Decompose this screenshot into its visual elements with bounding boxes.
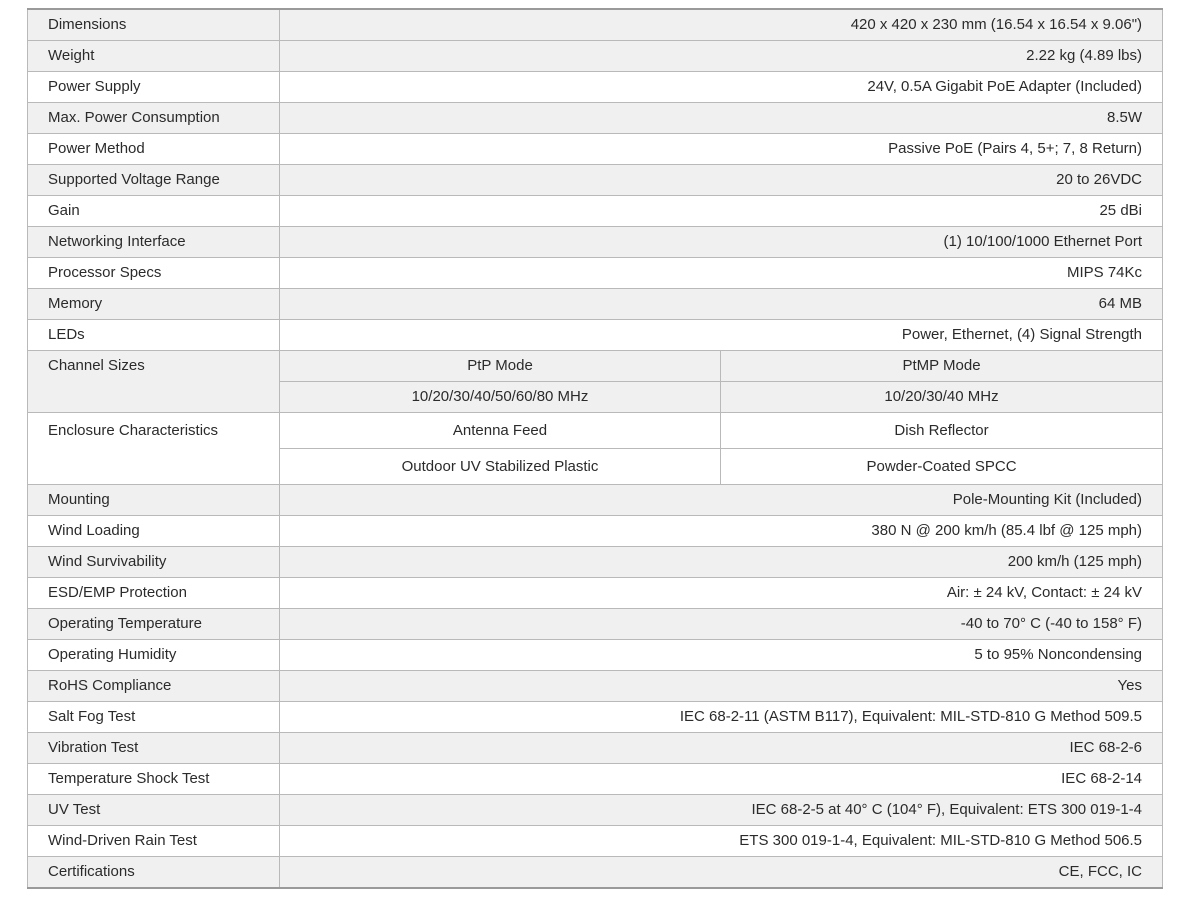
channel-ptp-header: PtP Mode [280,351,721,382]
spec-value: 380 N @ 200 km/h (85.4 lbf @ 125 mph) [280,516,1163,547]
spec-value: CE, FCC, IC [280,857,1163,889]
spec-label: Operating Humidity [28,640,280,671]
spec-label: ESD/EMP Protection [28,578,280,609]
spec-value: IEC 68-2-11 (ASTM B117), Equivalent: MIL-STD-810 G Method 509.5 [280,702,1163,733]
spec-row-memory [28,289,1163,320]
spec-label: Wind-Driven Rain Test [28,826,280,857]
spec-row-power-method [28,134,1163,165]
spec-label: RoHS Compliance [28,671,280,702]
spec-row-vibration [28,733,1163,764]
spec-row-rohs [28,671,1163,702]
spec-label: LEDs [28,320,280,351]
spec-table [27,8,1163,889]
spec-label: Gain [28,196,280,227]
spec-row-operating-temperature [28,609,1163,640]
spec-row-leds [28,320,1163,351]
spec-row-processor [28,258,1163,289]
spec-value: Passive PoE (Pairs 4, 5+; 7, 8 Return) [280,134,1163,165]
spec-row-networking [28,227,1163,258]
enclosure-feed-material: Outdoor UV Stabilized Plastic [280,449,721,485]
spec-row-certifications [28,857,1163,889]
spec-label: Certifications [28,857,280,889]
spec-value: IEC 68-2-5 at 40° C (104° F), Equivalent: ETS 300 019-1-4 [280,795,1163,826]
spec-row-gain [28,196,1163,227]
spec-label: Wind Survivability [28,547,280,578]
spec-value: 20 to 26VDC [280,165,1163,196]
spec-value: IEC 68-2-14 [280,764,1163,795]
spec-label: Power Supply [28,72,280,103]
spec-value: Pole-Mounting Kit (Included) [280,485,1163,516]
spec-label: Operating Temperature [28,609,280,640]
spec-value: 64 MB [280,289,1163,320]
spec-label: UV Test [28,795,280,826]
spec-row-mounting [28,485,1163,516]
spec-row-wind-driven-rain [28,826,1163,857]
spec-row-dimensions [28,9,1163,41]
spec-value: 24V, 0.5A Gigabit PoE Adapter (Included) [280,72,1163,103]
spec-value: 2.22 kg (4.89 lbs) [280,41,1163,72]
spec-label: Memory [28,289,280,320]
spec-row-temperature-shock [28,764,1163,795]
spec-label: Networking Interface [28,227,280,258]
spec-value: 25 dBi [280,196,1163,227]
spec-row-enclosure [28,413,1163,449]
spec-label: Supported Voltage Range [28,165,280,196]
enclosure-antenna-feed: Antenna Feed [280,413,721,449]
spec-row-uv-test [28,795,1163,826]
spec-value: 8.5W [280,103,1163,134]
spec-label: Channel Sizes [28,351,280,413]
spec-value: Power, Ethernet, (4) Signal Strength [280,320,1163,351]
enclosure-dish-reflector: Dish Reflector [721,413,1163,449]
spec-row-wind-survivability [28,547,1163,578]
spec-label: Temperature Shock Test [28,764,280,795]
spec-value: Air: ± 24 kV, Contact: ± 24 kV [280,578,1163,609]
spec-row-esd-emp [28,578,1163,609]
spec-row-channel-sizes [28,351,1163,382]
spec-row-weight [28,41,1163,72]
spec-label: Power Method [28,134,280,165]
spec-value: -40 to 70° C (-40 to 158° F) [280,609,1163,640]
spec-row-wind-loading [28,516,1163,547]
channel-ptmp-value: 10/20/30/40 MHz [721,382,1163,413]
spec-label: Mounting [28,485,280,516]
spec-label: Dimensions [28,9,280,41]
spec-label: Vibration Test [28,733,280,764]
spec-label: Weight [28,41,280,72]
spec-value: Yes [280,671,1163,702]
spec-value: 420 x 420 x 230 mm (16.54 x 16.54 x 9.06") [280,9,1163,41]
spec-value: 200 km/h (125 mph) [280,547,1163,578]
spec-row-max-power [28,103,1163,134]
spec-row-voltage-range [28,165,1163,196]
channel-ptmp-header: PtMP Mode [721,351,1163,382]
spec-label: Wind Loading [28,516,280,547]
spec-row-power-supply [28,72,1163,103]
enclosure-reflector-material: Powder-Coated SPCC [721,449,1163,485]
spec-row-salt-fog [28,702,1163,733]
spec-label: Processor Specs [28,258,280,289]
spec-row-operating-humidity [28,640,1163,671]
spec-label: Salt Fog Test [28,702,280,733]
spec-value: (1) 10/100/1000 Ethernet Port [280,227,1163,258]
spec-value: MIPS 74Kc [280,258,1163,289]
channel-ptp-value: 10/20/30/40/50/60/80 MHz [280,382,721,413]
spec-label: Enclosure Characteristics [28,413,280,485]
spec-value: ETS 300 019-1-4, Equivalent: MIL-STD-810 G Method 506.5 [280,826,1163,857]
spec-label: Max. Power Consumption [28,103,280,134]
spec-value: 5 to 95% Noncondensing [280,640,1163,671]
spec-value: IEC 68-2-6 [280,733,1163,764]
